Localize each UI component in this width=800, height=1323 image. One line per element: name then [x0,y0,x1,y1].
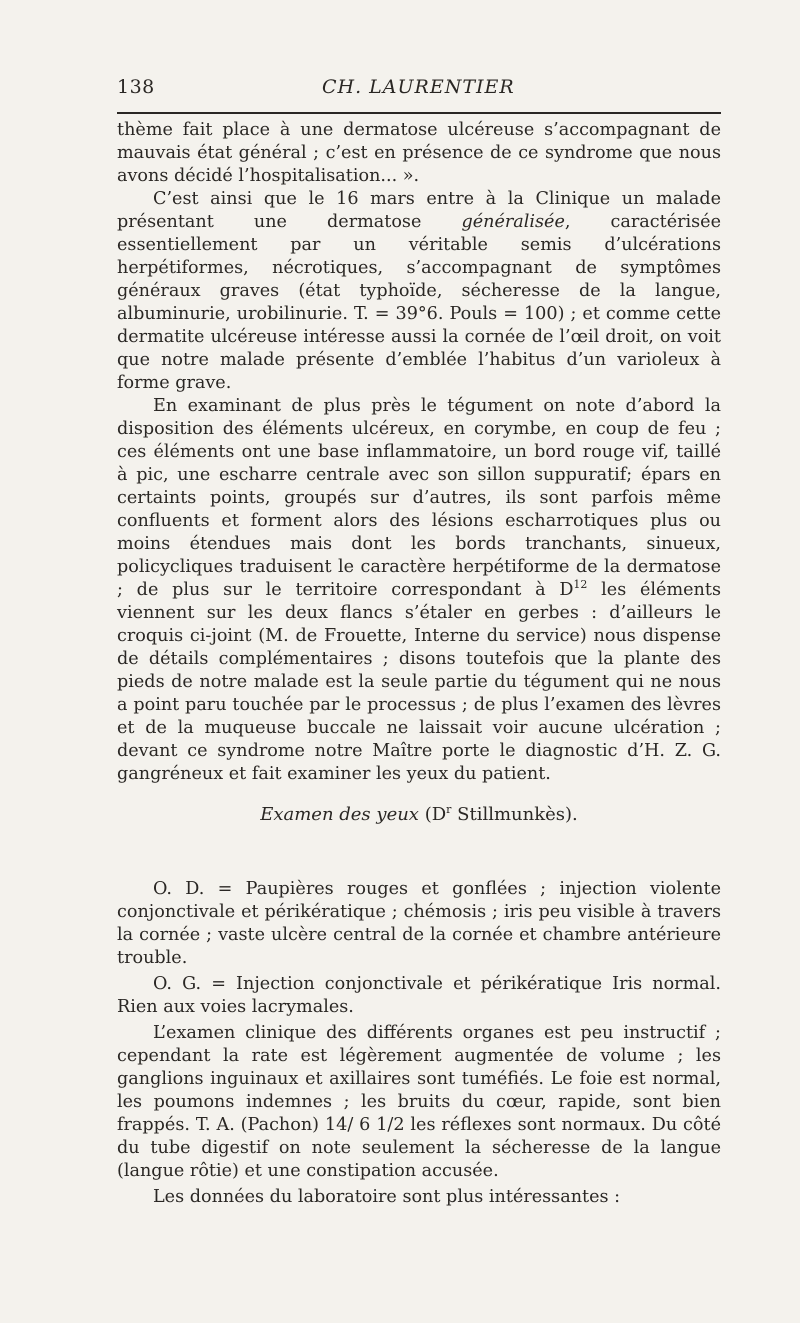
page-header [117,72,721,102]
paragraph-clinical-exam: L’examen clinique des différents organes est peu instructif ; cependant la rate est légèrement augmentée de volume ; les ganglions inguinaux et axillaires sont tuméfiés. Le foie est normal, les poumons indemnes ; les bruits du cœur, rapide, sont bien frappés. T. A. (Pachon) 14/ 6 1/2 les réflexes sont normaux. Du côté du tube digestif on note seulement la sécheresse de la langue (langue rôtie) et une constipation accusée. [117,1023,721,1181]
page-number: 138 [117,76,155,98]
superscript: r [446,803,452,816]
header-rule [117,112,721,114]
paragraph-examination [117,395,721,786]
paragraph-text: C’est ainsi que le 16 mars entre à la Clinique un malade présentant une dermatose [117,189,721,232]
paragraph-laboratory: Les données du laboratoire sont plus intéressantes : [153,1187,621,1207]
paragraph-text: les éléments viennent sur les deux flancs s’étaler en gerbes : d’ailleurs le croquis ci-joint (M. de Frouette, Interne du service) nous dispense de détails complémentaires ; disons toutefois que la plante des pieds de notre malade est la seule partie du tégument qui ne nous a point paru touchée par le processus ; de plus l’examen des lèvres et de la muqueuse buccale ne laissait voir aucune ulcération ; devant ce syndrome notre Maître porte le diagnostic d’H. Z. G. gangréneux et fait examiner les yeux du patient. [117,580,721,784]
paragraph-continuation: thème fait place à une dermatose ulcéreuse s’accompagnant de mauvais état général ; c’est en présence de ce syndrome que nous avons décidé l’hospitalisation... ». [117,120,721,186]
heading-author: Stillmunkès). [451,804,578,825]
section-heading [117,803,721,827]
paragraph-text: , caractérisée essentiellement par un véritable semis d’ulcérations herpétiformes, nécrotiques, s’accompagnant de symptômes généraux graves (état typhoïde, sécheresse de la langue, albuminurie, urobilinurie. T. = 39°6. Pouls = 100) ; et comme cette dermatite ulcéreuse intéresse aussi la cornée de l’œil droit, on voit que notre malade présente d’emblée l’habitus d’un varioleux à forme grave. [117,212,721,393]
paragraph-admission [117,188,721,395]
emphasis-text: généralisée [461,212,565,232]
superscript: 12 [573,578,588,592]
heading-text: (D [418,804,447,825]
body-text-bottom [117,878,721,1209]
paragraph-left-eye: O. G. = Injection conjonctivale et périkératique Iris normal. Rien aux voies lacrymales. [117,974,721,1017]
paragraph-right-eye: O. D. = Paupières rouges et gonflées ; injection violente conjonctivale et périkératique ; chémosis ; iris peu visible à travers la cornée ; vaste ulcère central de la cornée et chambre antérieure trouble. [117,879,721,968]
paragraph-text: En examinant de plus près le tégument on note d’abord la disposition des éléments ulcéreux, en corymbe, en coup de feu ; ces éléments ont une base inflammatoire, un bord rouge vif, taillé à pic, une escharre centrale avec son sillon suppuratif; épars en certaints points, groupés sur d’autres, ils sont parfois même confluents et forment alors des lésions escharrotiques plus ou moins étendues mais dont les bords tranchants, sinueux, policycliques traduisent le caractère herpétiforme de la dermatose ; de plus sur le territoire correspondant à D [117,396,721,600]
section-title: Examen des yeux [260,804,419,825]
running-head: CH. LAURENTIER [322,76,515,98]
body-text-top [117,119,721,786]
